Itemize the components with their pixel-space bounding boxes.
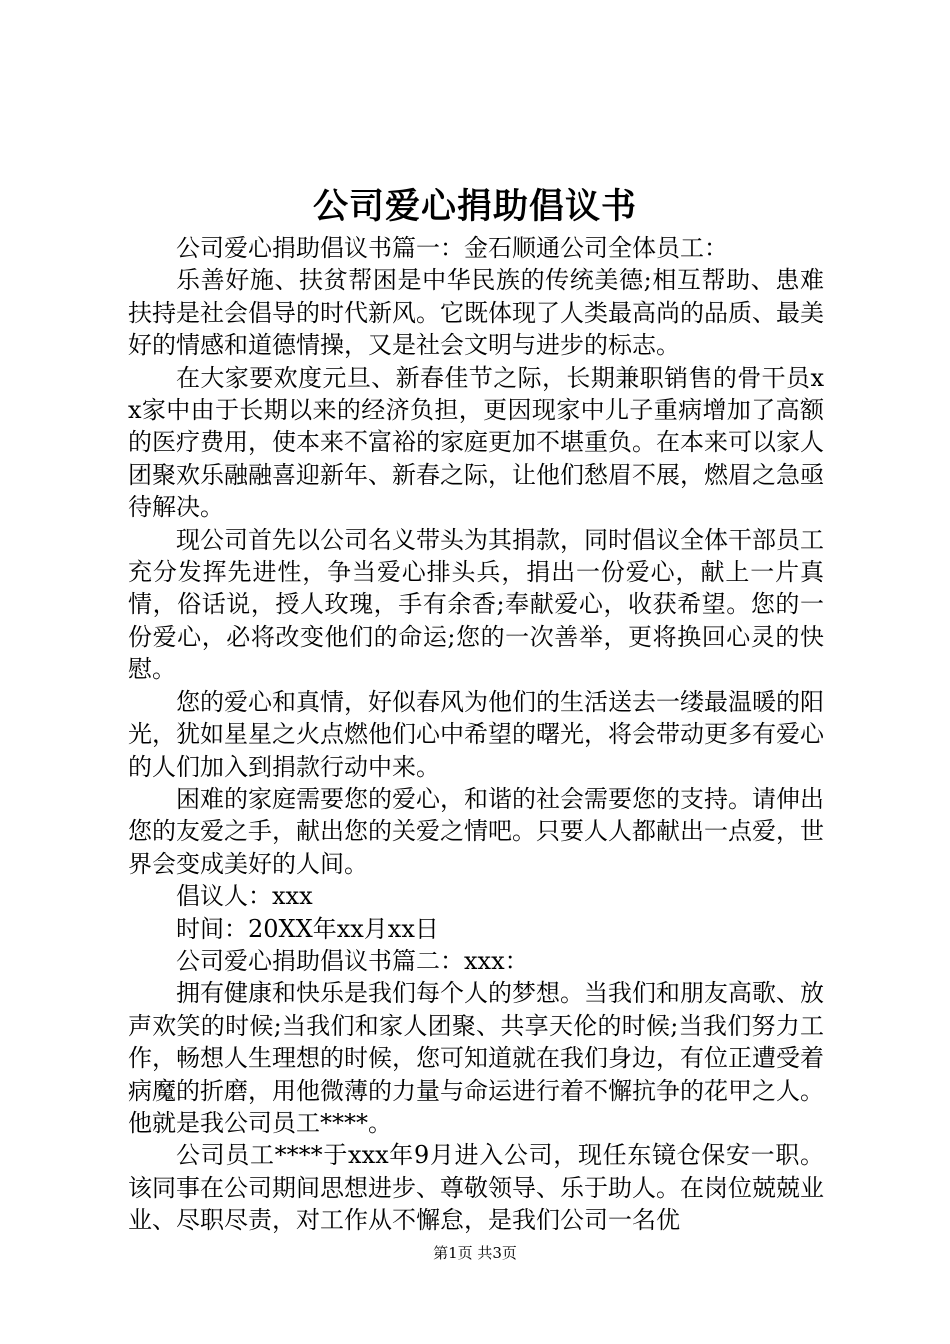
document-body (128, 232, 824, 1237)
paragraph: 现公司首先以公司名义带头为其捐款，同时倡议全体干部员工充分发挥先进性，争当爱心排头兵，捐出一份爱心，献上一片真情，俗话说，授人玫瑰，手有余香;奉献爱心，收获希望。您的一份爱心，必将改变他们的命运;您的一次善举，更将换回心灵的快慰。 (128, 525, 824, 684)
paragraph: 乐善好施、扶贫帮困是中华民族的传统美德;相互帮助、患难扶持是社会倡导的时代新风。它既体现了人类最高尚的品质、最美好的情感和道德情操，又是社会文明与进步的标志。 (128, 266, 824, 360)
paragraph: 拥有健康和快乐是我们每个人的梦想。当我们和朋友高歌、放声欢笑的时候;当我们和家人团聚、共享天伦的时候;当我们努力工作，畅想人生理想的时候，您可知道就在我们身边，有位正遭受着病魔的折磨，用他微薄的力量与命运进行着不懈抗争的花甲之人。他就是我公司员工****。 (128, 979, 824, 1137)
paragraph: 困难的家庭需要您的爱心，和谐的社会需要您的支持。请伸出您的友爱之手，献出您的关爱之情吧。只要人人都献出一点爱，世界会变成美好的人间。 (128, 784, 824, 878)
page-number-footer: 第1页 共3页 (433, 1244, 517, 1262)
paragraph: 公司员工****于xxx年9月进入公司，现任东镜仓保安一职。该同事在公司期间思想进步、尊敬领导、乐于助人。在岗位兢兢业业、尽职尽责，对工作从不懈怠，是我们公司一名优 (128, 1141, 824, 1235)
paragraph: 公司爱心捐助倡议书篇一：金石顺通公司全体员工： (176, 234, 728, 262)
document-title: 公司爱心捐助倡议书 (312, 186, 637, 227)
date-line: 时间：20XX年xx月xx日 (176, 914, 439, 943)
paragraph: 在大家要欢度元旦、新春佳节之际，长期兼职销售的骨干员xx家中由于长期以来的经济负担，更因现家中儿子重病增加了高额的医疗费用，使本来不富裕的家庭更加不堪重负。在本来可以家人团聚欢乐融融喜迎新年、新春之际，让他们愁眉不展，燃眉之急亟待解决。 (128, 363, 824, 522)
signature-line: 倡议人：xxx (176, 882, 313, 911)
paragraph: 公司爱心捐助倡议书篇二：xxx： (176, 946, 529, 975)
paragraph: 您的爱心和真情，好似春风为他们的生活送去一缕最温暖的阳光，犹如星星之火点燃他们心中希望的曙光，将会带动更多有爱心的人们加入到捐款行动中来。 (128, 687, 824, 781)
